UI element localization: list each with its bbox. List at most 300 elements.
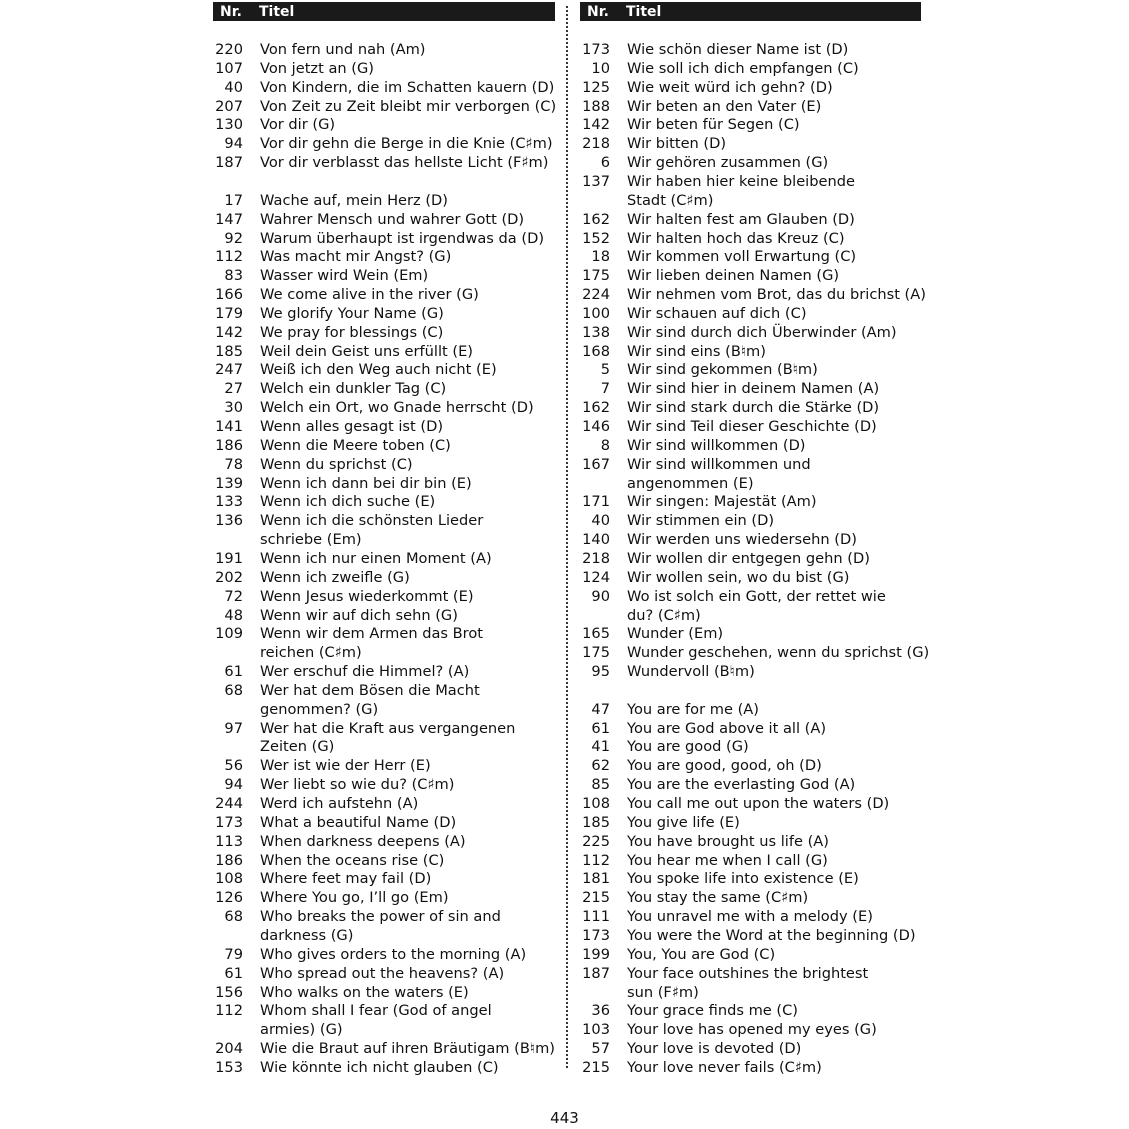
song-title: Was macht mir Angst? (G) <box>260 248 452 266</box>
song-entry-line <box>580 983 921 1002</box>
song-entry-line <box>580 643 930 662</box>
song-entry-line <box>213 1020 555 1039</box>
song-title: You hear me when I call (G) <box>627 851 828 869</box>
song-number: 10 <box>591 59 610 77</box>
song-entry-line <box>580 134 921 153</box>
song-title: armies) (G) <box>260 1021 343 1039</box>
song-title: Wie die Braut auf ihren Bräutigam (B♮m) <box>260 1040 555 1058</box>
song-entry-line <box>213 304 555 323</box>
song-title: Wunder (Em) <box>627 625 724 643</box>
song-number: 130 <box>215 116 243 134</box>
song-entry-line <box>580 455 921 474</box>
song-number: 179 <box>215 304 243 322</box>
song-number: 137 <box>582 172 610 190</box>
song-title: You call me out upon the waters (D) <box>627 795 890 812</box>
song-entry-line <box>580 926 921 945</box>
song-title: angenommen (E) <box>627 474 754 492</box>
song-number: 218 <box>582 549 610 567</box>
song-entry-line <box>580 492 921 511</box>
song-number: 147 <box>215 210 243 228</box>
song-entry-line <box>213 398 555 417</box>
song-entry-line <box>580 172 921 191</box>
song-number: 40 <box>591 512 610 530</box>
song-entry-line <box>580 379 921 398</box>
song-entry-line <box>580 832 921 851</box>
song-number: 220 <box>215 41 243 58</box>
song-number: 152 <box>582 229 610 247</box>
song-title: Warum überhaupt ist irgendwas da (D) <box>260 229 545 247</box>
song-title: What a beautiful Name (D) <box>260 813 457 831</box>
song-title: When darkness deepens (A) <box>260 832 466 850</box>
song-title: Wundervoll (B♮m) <box>627 663 755 681</box>
song-title: Wenn wir dem Armen das Brot <box>260 625 484 643</box>
song-title: Your grace finds me (C) <box>627 1002 798 1020</box>
song-title: Wenn du sprichst (C) <box>260 455 413 473</box>
song-entry-line <box>213 530 555 549</box>
song-number: 199 <box>582 945 610 963</box>
song-number: 97 <box>224 719 243 737</box>
song-entry-line <box>580 851 921 870</box>
song-title: Vor dir (G) <box>260 116 336 134</box>
song-entry-line <box>580 945 921 964</box>
song-entry-line <box>213 964 555 983</box>
song-title: Wache auf, mein Herz (D) <box>260 191 448 209</box>
song-title: You, You are God (C) <box>627 945 776 963</box>
song-title: Wenn die Meere toben (C) <box>260 436 451 454</box>
song-title: Wir haben hier keine bleibende <box>627 172 855 190</box>
song-title: Where You go, I’ll go (Em) <box>260 889 449 907</box>
song-entry-line <box>213 40 555 59</box>
song-entry-line <box>580 737 921 756</box>
song-entry-line <box>213 926 555 945</box>
song-entry-line <box>213 851 555 870</box>
song-number: 175 <box>582 644 610 662</box>
song-entry-line <box>580 700 921 719</box>
song-number: 218 <box>582 135 610 153</box>
song-entry-line <box>580 398 921 417</box>
song-title: Who spread out the heavens? (A) <box>260 964 505 982</box>
song-number: 41 <box>591 738 610 756</box>
song-entry-line <box>580 587 921 606</box>
song-title: Wo ist solch ein Gott, der rettet wie <box>627 587 886 605</box>
song-number: 165 <box>582 625 610 643</box>
song-number: 72 <box>224 587 243 605</box>
song-entry-line <box>580 229 921 248</box>
song-entry-line <box>580 40 921 59</box>
song-number: 30 <box>224 399 243 417</box>
song-number: 186 <box>215 851 243 869</box>
song-title: schriebe (Em) <box>260 531 362 549</box>
song-number: 17 <box>224 191 243 209</box>
song-title: Wer liebt so wie du? (C♯m) <box>260 776 455 794</box>
song-entry-line <box>580 78 921 97</box>
song-title: Wenn ich zweifle (G) <box>260 568 410 586</box>
song-title: Wir sind gekommen (B♮m) <box>627 361 818 379</box>
song-entry-line <box>580 97 921 116</box>
header-title-label: Titel <box>259 3 295 20</box>
song-number: 18 <box>591 248 610 266</box>
song-number: 188 <box>582 97 610 115</box>
right-column-header <box>580 2 921 21</box>
song-number: 247 <box>215 361 243 379</box>
song-number: 68 <box>224 681 243 699</box>
song-entry-line <box>580 191 921 210</box>
song-title: Welch ein Ort, wo Gnade herrscht (D) <box>260 399 534 417</box>
song-number: 57 <box>591 1040 610 1058</box>
song-title: Wie schön dieser Name ist (D) <box>627 41 849 58</box>
song-number: 175 <box>582 267 610 285</box>
song-number: 95 <box>591 663 610 681</box>
song-entry-line <box>213 455 555 474</box>
song-title: Von fern und nah (Am) <box>260 41 426 58</box>
song-number: 207 <box>215 97 243 115</box>
song-entry-line <box>580 304 921 323</box>
song-entry-line <box>213 285 555 304</box>
song-title: Weiß ich den Weg auch nicht (E) <box>260 361 497 379</box>
header-nr-label: Nr. <box>220 3 242 20</box>
song-entry-line <box>580 530 921 549</box>
song-title: Wir schauen auf dich (C) <box>627 304 807 322</box>
song-title: Wenn wir auf dich sehn (G) <box>260 606 458 624</box>
song-number: 6 <box>600 154 610 172</box>
song-entry-line <box>213 737 555 756</box>
song-number: 94 <box>224 776 243 794</box>
song-entry-line <box>580 719 921 738</box>
song-number: 47 <box>591 700 610 718</box>
song-number: 187 <box>582 964 610 982</box>
song-entry-line <box>213 813 555 832</box>
song-title: When the oceans rise (C) <box>260 851 445 869</box>
song-entry-line <box>580 624 921 643</box>
song-number: 215 <box>582 1058 610 1076</box>
song-number: 146 <box>582 418 610 435</box>
song-number: 167 <box>582 455 610 473</box>
song-number: 139 <box>215 474 243 492</box>
song-entry-line <box>213 549 555 568</box>
page-number: 443 <box>550 1109 579 1127</box>
song-entry-line <box>213 832 555 851</box>
song-entry-line <box>580 568 921 587</box>
song-title: Wenn ich dich suche (E) <box>260 493 436 511</box>
song-title: Wir sind willkommen (D) <box>627 436 806 454</box>
song-entry-line <box>213 681 555 700</box>
song-title: Wir halten fest am Glauben (D) <box>627 210 855 228</box>
song-entry-line <box>580 907 921 926</box>
song-entry-line <box>580 474 921 493</box>
song-title: darkness (G) <box>260 926 354 944</box>
song-entry-line <box>213 606 555 625</box>
song-title: Wir werden uns wiedersehn (D) <box>627 531 857 549</box>
song-entry-line <box>580 1039 921 1058</box>
song-title: You were the Word at the beginning (D) <box>627 926 916 944</box>
song-number: 191 <box>215 549 243 567</box>
song-number: 224 <box>582 286 610 304</box>
song-number: 126 <box>215 889 243 907</box>
song-title: We glorify Your Name (G) <box>260 304 444 322</box>
song-entry-line <box>580 794 921 813</box>
song-title: Wer hat die Kraft aus vergangenen <box>260 719 516 737</box>
song-title: Wir wollen dir entgegen gehn (D) <box>627 549 870 567</box>
song-entry-line <box>580 606 921 625</box>
song-title: You spoke life into existence (E) <box>627 870 859 888</box>
song-entry-line <box>213 436 555 455</box>
song-number: 78 <box>224 455 243 473</box>
song-number: 124 <box>582 568 610 586</box>
song-title: Wir sind Teil dieser Geschichte (D) <box>627 418 877 435</box>
song-title: You are good, good, oh (D) <box>627 757 822 775</box>
song-number: 225 <box>582 832 610 850</box>
song-title: Who gives orders to the morning (A) <box>260 945 527 963</box>
song-number: 90 <box>591 587 610 605</box>
left-column <box>213 2 557 1076</box>
song-title: Wir kommen voll Erwartung (C) <box>627 248 857 266</box>
song-number: 62 <box>591 757 610 775</box>
song-entry-line <box>580 1001 921 1020</box>
song-title: Wir wollen sein, wo du bist (G) <box>627 568 850 586</box>
song-number: 83 <box>224 267 243 285</box>
song-entry-line <box>213 417 555 436</box>
song-entry-line <box>580 756 921 775</box>
song-number: 181 <box>582 870 610 888</box>
song-entry-line <box>213 587 555 606</box>
song-number: 162 <box>582 210 610 228</box>
song-number: 185 <box>582 813 610 831</box>
song-number: 187 <box>215 154 243 172</box>
song-entry-line <box>580 417 921 436</box>
song-number: 168 <box>582 342 610 360</box>
song-title: You stay the same (C♯m) <box>627 889 809 907</box>
song-number: 244 <box>215 795 243 812</box>
song-title: Wir stimmen ein (D) <box>627 512 775 530</box>
song-title: Wir halten hoch das Kreuz (C) <box>627 229 845 247</box>
song-entry-line <box>213 869 555 888</box>
song-entry-line <box>213 511 555 530</box>
song-title: Wenn ich dann bei dir bin (E) <box>260 474 472 492</box>
song-title: You are the everlasting God (A) <box>627 776 856 794</box>
song-number: 204 <box>215 1040 243 1058</box>
song-number: 112 <box>215 1002 243 1020</box>
song-entry-line <box>213 210 555 229</box>
song-entry-line <box>213 115 555 134</box>
song-title: Wenn alles gesagt ist (D) <box>260 418 444 435</box>
song-entry-line <box>580 210 921 229</box>
song-number: 142 <box>582 116 610 134</box>
song-entry-line <box>213 907 555 926</box>
song-title: You are for me (A) <box>627 700 759 718</box>
song-entry-line <box>213 983 555 1002</box>
left-column-header <box>213 2 555 21</box>
song-entry-line <box>213 568 555 587</box>
song-title: Wir beten für Segen (C) <box>627 116 800 134</box>
song-number: 113 <box>215 832 243 850</box>
song-title: Wir singen: Majestät (Am) <box>627 493 817 511</box>
song-entry-line <box>213 97 555 116</box>
song-entry-line <box>580 813 921 832</box>
song-title: sun (F♯m) <box>627 983 699 1001</box>
song-title: Stadt (C♯m) <box>627 191 714 209</box>
song-title: Wir lieben deinen Namen (G) <box>627 267 840 285</box>
song-entry-line <box>213 229 555 248</box>
song-title: Zeiten (G) <box>260 738 335 756</box>
song-title: Wer ist wie der Herr (E) <box>260 757 431 775</box>
song-entry-line <box>213 247 555 266</box>
song-entry-line <box>213 59 555 78</box>
song-entry-line <box>213 191 555 210</box>
song-number: 141 <box>215 418 243 435</box>
song-number: 136 <box>215 512 243 530</box>
song-entry-line <box>580 775 921 794</box>
song-title: Von Kindern, die im Schatten kauern (D) <box>260 78 555 96</box>
song-title: Wir nehmen vom Brot, das du brichst (A) <box>627 286 926 304</box>
song-entry-line <box>213 888 555 907</box>
song-number: 48 <box>224 606 243 624</box>
song-number: 156 <box>215 983 243 1001</box>
song-title: Wasser wird Wein (Em) <box>260 267 429 285</box>
song-entry-line <box>213 474 555 493</box>
song-number: 112 <box>582 851 610 869</box>
song-number: 109 <box>215 625 243 643</box>
song-title: Your love never fails (C♯m) <box>627 1058 822 1076</box>
song-number: 202 <box>215 568 243 586</box>
song-title: Wir sind willkommen und <box>627 455 811 473</box>
song-number: 5 <box>600 361 610 379</box>
song-number: 138 <box>582 323 610 341</box>
song-number: 171 <box>582 493 610 511</box>
song-number: 107 <box>215 59 243 77</box>
song-entry-line <box>580 964 921 983</box>
song-title: You give life (E) <box>627 813 740 831</box>
song-title: Von jetzt an (G) <box>260 59 374 77</box>
song-entry-line <box>213 756 555 775</box>
song-entry-line <box>213 624 555 643</box>
song-number: 125 <box>582 78 610 96</box>
column-divider <box>566 6 568 1068</box>
song-title: Who breaks the power of sin and <box>260 908 501 926</box>
song-entry-line <box>580 342 921 361</box>
song-number: 85 <box>591 776 610 794</box>
song-number: 111 <box>582 908 610 926</box>
song-title: Your face outshines the brightest <box>627 964 869 982</box>
song-number: 142 <box>215 323 243 341</box>
song-entry-line <box>213 700 555 719</box>
song-number: 56 <box>224 757 243 775</box>
song-entry-line <box>213 1001 555 1020</box>
song-entry-line <box>580 869 921 888</box>
song-title: Wie weit würd ich gehn? (D) <box>627 78 833 96</box>
song-number: 40 <box>224 78 243 96</box>
song-title: Where feet may fail (D) <box>260 870 432 888</box>
song-title: Welch ein dunkler Tag (C) <box>260 380 447 398</box>
song-title: Wer hat dem Bösen die Macht <box>260 681 480 699</box>
song-entry-line <box>213 1058 555 1077</box>
song-number: 215 <box>582 889 610 907</box>
song-number: 8 <box>600 436 610 454</box>
song-title: Wir sind stark durch die Stärke (D) <box>627 399 880 417</box>
song-number: 173 <box>582 926 610 944</box>
song-entry-line <box>213 323 555 342</box>
song-title: Wahrer Mensch und wahrer Gott (D) <box>260 210 525 228</box>
song-entry-line <box>580 662 921 681</box>
song-number: 108 <box>582 795 610 812</box>
song-number: 173 <box>582 41 610 58</box>
song-title: Wenn ich die schönsten Lieder <box>260 512 484 530</box>
song-title: You unravel me with a melody (E) <box>627 908 873 926</box>
song-number: 103 <box>582 1021 610 1039</box>
song-entry-line <box>580 436 921 455</box>
song-title: reichen (C♯m) <box>260 644 362 662</box>
song-entry-line <box>213 945 555 964</box>
song-number: 36 <box>591 1002 610 1020</box>
song-entry-line <box>213 662 555 681</box>
song-title: Vor dir verblasst das hellste Licht (F♯m) <box>260 154 549 172</box>
song-title: Wir gehören zusammen (G) <box>627 154 829 172</box>
song-entry-line <box>580 1020 921 1039</box>
song-number: 100 <box>582 304 610 322</box>
song-entry-line <box>580 1058 921 1077</box>
song-number: 61 <box>224 964 243 982</box>
song-entry-line <box>213 342 555 361</box>
song-number: 108 <box>215 870 243 888</box>
song-entry-line <box>580 360 921 379</box>
song-title: genommen? (G) <box>260 700 379 718</box>
song-entry-line <box>580 247 921 266</box>
song-entry-line <box>213 153 555 172</box>
song-number: 186 <box>215 436 243 454</box>
song-title: Your love has opened my eyes (G) <box>627 1021 877 1039</box>
song-number: 27 <box>224 380 243 398</box>
song-entry-line <box>580 153 921 172</box>
song-entry-line <box>580 888 921 907</box>
song-title: Wir bitten (D) <box>627 135 727 153</box>
song-title: Weil dein Geist uns erfüllt (E) <box>260 342 473 360</box>
song-number: 79 <box>224 945 243 963</box>
header-nr-label: Nr. <box>587 3 609 20</box>
song-title: Wir sind hier in deinem Namen (A) <box>627 380 880 398</box>
song-title: You are good (G) <box>627 738 749 756</box>
song-entry-line <box>213 643 555 662</box>
song-number: 140 <box>582 531 610 549</box>
song-number: 68 <box>224 908 243 926</box>
song-number: 185 <box>215 342 243 360</box>
song-title: Who walks on the waters (E) <box>260 983 469 1001</box>
song-title: Your love is devoted (D) <box>627 1040 802 1058</box>
song-title: You have brought us life (A) <box>627 832 829 850</box>
song-entry-line <box>213 78 555 97</box>
right-column <box>580 2 930 1076</box>
song-number: 7 <box>600 380 610 398</box>
song-entry-line <box>213 719 555 738</box>
song-title: You are God above it all (A) <box>627 719 827 737</box>
song-number: 153 <box>215 1058 243 1076</box>
song-entry-line <box>213 379 555 398</box>
song-title: Wunder geschehen, wenn du sprichst (G) <box>627 644 930 662</box>
song-title: We pray for blessings (C) <box>260 323 444 341</box>
song-number: 92 <box>224 229 243 247</box>
song-title: Whom shall I fear (God of angel <box>260 1002 492 1020</box>
song-title: Von Zeit zu Zeit bleibt mir verborgen (C) <box>260 97 557 115</box>
song-title: Wir sind durch dich Überwinder (Am) <box>627 323 897 341</box>
song-title: Wir sind eins (B♮m) <box>627 342 766 360</box>
song-title: Werd ich aufstehn (A) <box>260 795 419 812</box>
song-number: 112 <box>215 248 243 266</box>
song-entry-line <box>213 794 555 813</box>
song-title: Wir beten an den Vater (E) <box>627 97 822 115</box>
song-entry-line <box>580 549 921 568</box>
song-title: We come alive in the river (G) <box>260 286 479 304</box>
song-title: Wie soll ich dich empfangen (C) <box>627 59 859 77</box>
song-entry-line <box>213 775 555 794</box>
song-title: Wenn Jesus wiederkommt (E) <box>260 587 474 605</box>
